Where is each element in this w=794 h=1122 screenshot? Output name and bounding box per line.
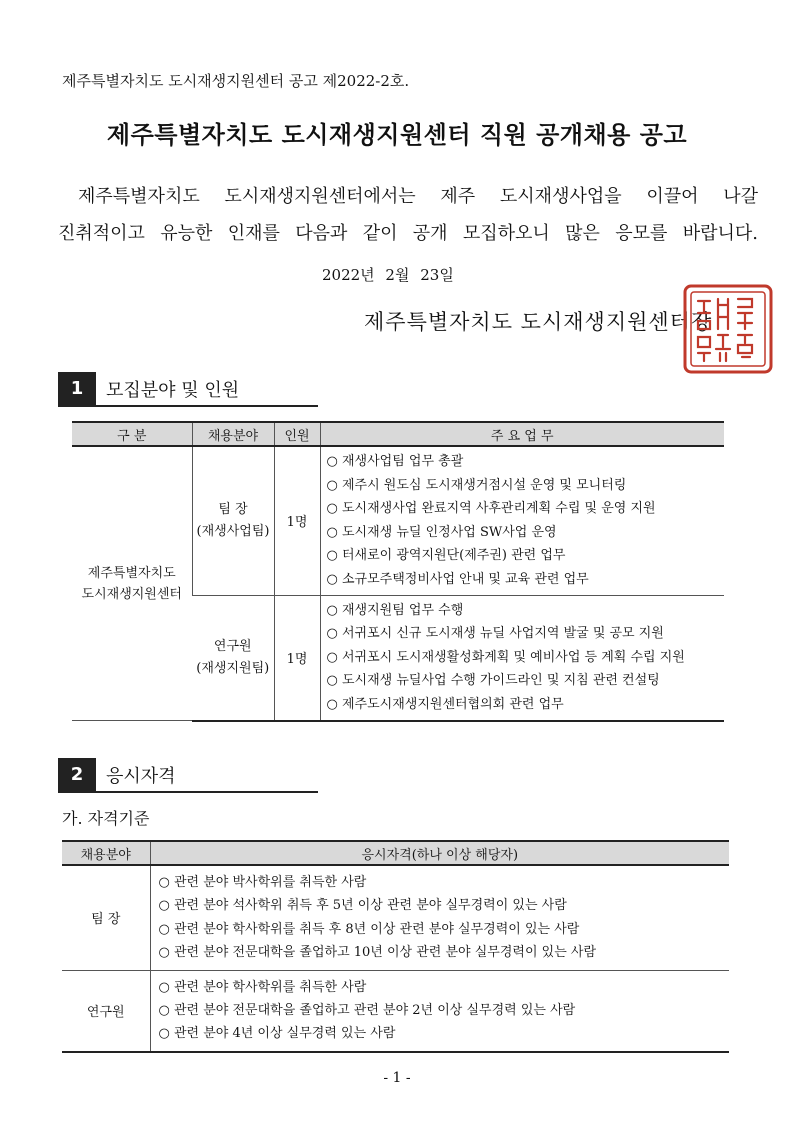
- page-number: - 1 -: [383, 1070, 411, 1086]
- qualification-item: ○ 관련 분야 학사학위를 취득한 사람: [158, 979, 367, 995]
- duty-item: ○ 터새로이 광역지원단(제주권) 관련 업무: [326, 548, 566, 564]
- count-cell: 1명: [274, 595, 320, 720]
- qualification-item: ○ 관련 분야 박사학위를 취득한 사람: [158, 875, 367, 890]
- field-team: (재생사업팀): [196, 523, 270, 539]
- recruitment-table: [72, 421, 724, 722]
- field-cell: [192, 595, 274, 720]
- duty-item: ○ 재생사업팀 업무 총괄: [326, 454, 464, 469]
- section-2-number: 2: [58, 758, 96, 791]
- header-duties: 주 요 업 무: [320, 422, 724, 446]
- division-line-1: 제주특별자치도: [87, 565, 176, 581]
- field-cell: [192, 446, 274, 595]
- header-count: 인원: [274, 422, 320, 446]
- division-cell: [72, 446, 192, 721]
- qualification-item: ○ 관련 분야 석사학위 취득 후 5년 이상 관련 분야 실무경력이 있는 사람: [158, 898, 567, 914]
- field-team: (재생지원팀): [196, 660, 270, 676]
- duties-cell: [320, 595, 724, 720]
- page-title: 제주특별자치도 도시재생지원센터 직원 공개채용 공고: [106, 121, 688, 149]
- section-1-rule: [58, 405, 318, 407]
- qualification-item: ○ 관련 분야 전문대학을 졸업하고 관련 분야 2년 이상 실무경력 있는 사람: [158, 1003, 576, 1019]
- table-row: [72, 446, 724, 595]
- field-name: 연구원: [213, 638, 252, 654]
- duty-item: ○ 서귀포시 도시재생활성화계획 및 예비사업 등 계획 수립 지원: [326, 649, 685, 665]
- duty-item: ○ 소규모주택정비사업 안내 및 교육 관련 업무: [326, 571, 589, 587]
- field-cell: 팀 장: [62, 865, 150, 970]
- qualification-table: [62, 840, 729, 1053]
- notice-number: 제주특별자치도 도시재생지원센터 공고 제2022-2호.: [62, 72, 410, 90]
- duty-item: ○ 재생지원팀 업무 수행: [326, 602, 464, 618]
- intro-line-1: 제주특별자치도 도시재생지원센터에서는 제주 도시재생사업을 이끌어 나갈: [78, 186, 758, 207]
- section-1-title: 모집분야 및 인원: [106, 379, 240, 401]
- duty-item: ○ 제주도시재생지원센터협의회 관련 업무: [326, 696, 564, 712]
- intro-line-2: 진취적이고 유능한 인재를 다음과 같이 공개 모집하오니 많은 응모를 바랍니다.: [58, 223, 758, 244]
- field-name: 팀 장: [218, 501, 248, 517]
- section-1-heading: [58, 372, 239, 405]
- duty-item: ○ 서귀포시 신규 도시재생 뉴딜 사업지역 발굴 및 공모 지원: [326, 626, 664, 642]
- official-seal-icon: [682, 283, 774, 375]
- duty-item: ○ 도시재생 뉴딜 인정사업 SW사업 운영: [326, 524, 557, 540]
- count-cell: 1명: [274, 446, 320, 595]
- qualification-subheading: 가. 자격기준: [62, 809, 150, 828]
- duty-item: ○ 도시재생사업 완료지역 사후관리계획 수립 및 운영 지원: [326, 501, 656, 517]
- section-2-rule: [58, 791, 318, 793]
- qualification-item: ○ 관련 분야 학사학위를 취득 후 8년 이상 관련 분야 실무경력이 있는 사람: [158, 921, 580, 937]
- qualification-item: ○ 관련 분야 4년 이상 실무경력 있는 사람: [158, 1026, 396, 1042]
- division-line-2: 도시재생지원센터: [81, 586, 182, 602]
- duties-cell: [320, 446, 724, 595]
- duty-item: ○ 도시재생 뉴딜사업 수행 가이드라인 및 지침 관련 컨설팅: [326, 673, 660, 689]
- section-1-number: 1: [58, 372, 96, 405]
- header-field: 채용분야: [62, 841, 150, 865]
- qualification-cell: [150, 865, 729, 970]
- duty-item: ○ 제주시 원도심 도시재생거점시설 운영 및 모니터링: [326, 477, 627, 493]
- qualification-item: ○ 관련 분야 전문대학을 졸업하고 10년 이상 관련 분야 실무경력이 있는 사람: [158, 945, 597, 961]
- header-qualification: 응시자격(하나 이상 해당자): [150, 841, 729, 865]
- header-field: 채용분야: [192, 422, 274, 446]
- field-cell: 연구원: [62, 970, 150, 1052]
- issuer-name: 제주특별자치도 도시재생지원센터장: [364, 310, 713, 334]
- header-division: 구 분: [72, 422, 192, 446]
- section-2-heading: [58, 758, 176, 791]
- qualification-cell: [150, 970, 729, 1052]
- table-row: [62, 865, 729, 970]
- notice-date: 2022년 2월 23일: [322, 266, 454, 284]
- table-row: [62, 970, 729, 1052]
- section-2-title: 응시자격: [106, 765, 176, 787]
- intro-paragraph: [58, 178, 758, 252]
